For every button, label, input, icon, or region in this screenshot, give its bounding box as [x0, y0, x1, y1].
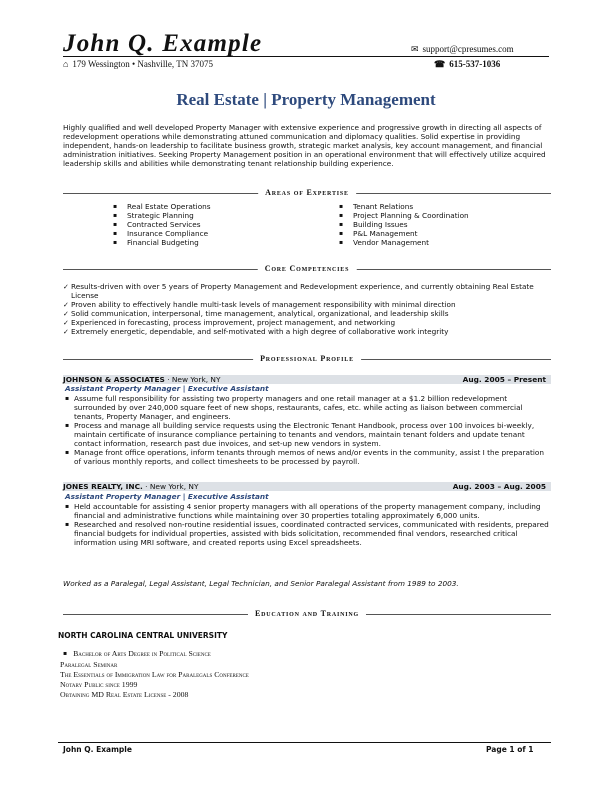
address-line [63, 59, 213, 69]
summary-paragraph: Highly qualified and well developed Property Manager with extensive experience and progressive growth in directing all aspects of redevelopment operations while demonstrating attuned communication and diplomacy qualities. Solid expertise in providing independent, hands-on leadership to facilitate business growth, strategic market analysis, key account management, and financial administration initiatives. Seeking Property Management position in an operational environment that will effectively utilize acquired leadership skills and abilities while demonstrating tenant relationship building experience. [63, 123, 546, 168]
section-heading: Education and Training [248, 609, 366, 618]
section-areas-of-expertise [63, 188, 551, 198]
section-education-and-training [63, 609, 551, 619]
experience-note: Worked as a Paralegal, Legal Assistant, Legal Technician, and Senior Paralegal Assistant from 1989 to 2003. [63, 579, 459, 588]
training-item: Notary Public since 1999 [60, 680, 138, 689]
expertise-item: ▪ Insurance Compliance [127, 230, 211, 239]
expertise-item: ▪ Real Estate Operations [127, 203, 211, 212]
footer-page-number: Page 1 of 1 [486, 745, 534, 754]
expertise-list-left [127, 203, 211, 248]
expertise-list-right [353, 203, 469, 248]
job-role: Assistant Property Manager | Executive Assistant [65, 492, 269, 501]
competency-item: ✓ Experienced in forecasting, process improvement, project management, and networking [63, 319, 551, 328]
degree-line [63, 641, 211, 660]
bullet-icon: ▪ [63, 650, 68, 657]
competency-item: ✓ Extremely energetic, dependable, and self-motivated with a high degree of collaborative work integrity [63, 328, 551, 337]
expertise-item: ▪ Strategic Planning [127, 212, 211, 221]
expertise-item: ▪ Financial Budgeting [127, 239, 211, 248]
job-bullet: ▪ Researched and resolved non-routine residential issues, coordinated contracted services, communicated with residents, prepared financial budgets for individual properties, assisted with bids solicitation, recommended final vendors, researched critical information using MRI software, and created reports using Excel spreadsheets. [63, 520, 551, 547]
job-dates: Aug. 2005 – Present [462, 375, 546, 384]
expertise-item: ▪ Contracted Services [127, 221, 211, 230]
job-bullets [63, 502, 551, 547]
footer-rule [58, 742, 551, 743]
competency-item: ✓ Solid communication, interpersonal, time management, analytical, organizational, and leadership skills [63, 310, 551, 319]
expertise-item: ▪ Tenant Relations [353, 203, 469, 212]
email-line [411, 44, 514, 55]
header-rule [63, 56, 549, 57]
job-bullet: ▪ Manage front office operations, inform tenants through memos of news and/or events in the community, assist I the preparation of various monthly reports, and collect timesheets to be processed by payroll. [63, 448, 551, 466]
section-core-competencies [63, 264, 551, 274]
competencies-list [63, 283, 551, 336]
competency-item: ✓ Results-driven with over 5 years of Property Management and Redevelopment experience, and currently obtaining Real Estate License [63, 283, 551, 301]
competency-item: ✓ Proven ability to effectively handle multi-task levels of management responsibility with minimal direction [63, 301, 551, 310]
envelope-icon: ✉ [411, 44, 419, 54]
expertise-item: ▪ Building Issues [353, 221, 469, 230]
company-name: JOHNSON & ASSOCIATES · New York, NY [63, 375, 221, 384]
phone: 615-537-1036 [449, 59, 501, 69]
job-header [63, 482, 551, 491]
section-heading: Core Competencies [258, 264, 357, 273]
resume-title: Real Estate | Property Management [176, 90, 436, 109]
job-dates: Aug. 2003 – Aug. 2005 [452, 482, 546, 491]
expertise-item: ▪ Vendor Management [353, 239, 469, 248]
section-professional-profile [63, 354, 551, 364]
university-name: NORTH CAROLINA CENTRAL UNIVERSITY [58, 631, 228, 640]
job-bullets [63, 394, 551, 466]
training-item: Paralegal Seminar [60, 660, 118, 669]
job-role: Assistant Property Manager | Executive Assistant [65, 384, 269, 393]
footer-name: John Q. Example [63, 745, 132, 754]
expertise-item: ▪ P&L Management [353, 230, 469, 239]
phone-line [434, 59, 500, 70]
section-heading: Professional Profile [253, 354, 361, 363]
job-header [63, 375, 551, 384]
training-list [60, 660, 249, 700]
degree: Bachelor of Arts Degree in Political Science [73, 649, 211, 658]
expertise-item: ▪ Project Planning & Coordination [353, 212, 469, 221]
training-item: Obtaining MD Real Estate License - 2008 [60, 690, 189, 699]
job-bullet: ▪ Assume full responsibility for assisting two property managers and one retail manager at a $1.2 billion redevelopment surrounded by over 240,000 square feet of new shops, restaurants, cafes, etc. while acting as liaison between commercial tenants, Property Manager, and engineers. [63, 394, 551, 421]
house-icon: ⌂ [63, 59, 69, 69]
job-bullet: ▪ Process and manage all building service requests using the Electronic Tenant Handbook, process over 100 invoices bi-weekly, maintain certificate of insurance compliance pertaining to tenants and vendors, maintain tenant folders and update tenant contact information, research past due invoices, and set-up new vendors in system. [63, 421, 551, 448]
section-heading: Areas of Expertise [258, 188, 356, 197]
company-name: JONES REALTY, INC. · New York, NY [63, 482, 199, 491]
candidate-name: John Q. Example [63, 30, 263, 57]
email[interactable]: support@cpresumes.com [422, 44, 514, 54]
phone-icon: ☎ [434, 59, 446, 69]
training-item: The Essentials of Immigration Law for Paralegals Conference [60, 670, 249, 679]
job-bullet: ▪ Held accountable for assisting 4 senior property managers with all operations of the property management company, including financial and administrative functions while maintaining over 30 properties totaling approximately 6,000 units. [63, 502, 551, 520]
address: 179 Wessington • Nashville, TN 37075 [72, 59, 213, 69]
